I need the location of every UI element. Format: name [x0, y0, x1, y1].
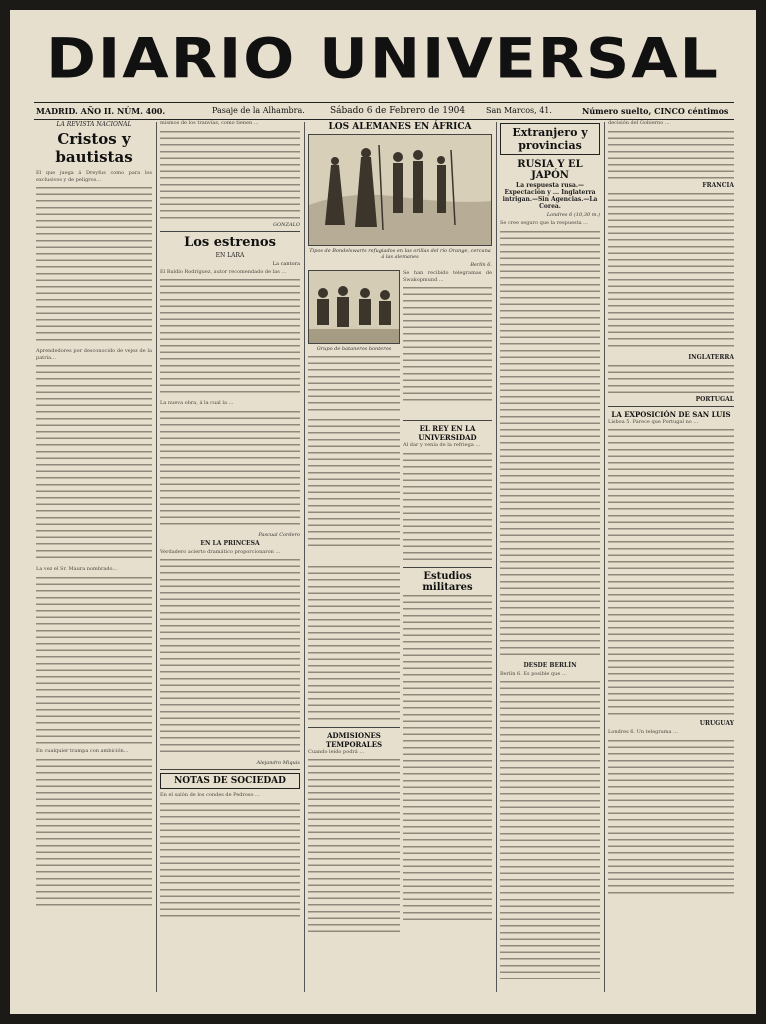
feature-title: LOS ALEMANES EN ÁFRICA: [328, 122, 472, 132]
article-body-text: [403, 285, 492, 403]
article-body-text: [608, 129, 734, 179]
article-paragraph: Al dar y venía de la refriega ...: [403, 442, 481, 448]
article-body-text: [608, 191, 734, 351]
article-signature: Alejandro Miquis: [256, 760, 300, 767]
divider: [608, 406, 734, 407]
article-body-text: [160, 409, 300, 529]
column-rule: [496, 122, 497, 992]
article-signature: GONZALO: [273, 221, 300, 228]
article-body-text: [36, 185, 152, 345]
article-subtitle: La respuesta rusa.—Expectación y ... Inglaterra intrigan.—Sin Agencias.—La Corea.: [502, 182, 598, 210]
article-body-text: [308, 564, 400, 724]
section-subtitle: EN LA PRINCESA: [200, 539, 260, 547]
article-paragraph: mismos de los tranvías, como tienen ...: [160, 120, 259, 126]
column-3: [308, 120, 492, 1000]
column-2: [160, 120, 300, 1000]
issue-location: MADRID. AÑO II. NÚM. 400.: [36, 106, 166, 116]
article-body-text: [308, 354, 400, 414]
issue-date: Sábado 6 de Febrero de 1904: [330, 106, 466, 116]
article-body-text: [160, 129, 300, 219]
article-paragraph: El Baldío Rodríguez, autor recomendado de las ...: [160, 268, 287, 275]
section-title: ADMISIONES TEMPORALES: [325, 730, 383, 749]
divider: [403, 420, 492, 421]
dateline: Londres 6 (10,30 m.): [546, 212, 600, 218]
article-paragraph: En cualquier trampa con ambición...: [36, 747, 129, 754]
article-title: RUSIA Y EL JAPÓN: [517, 159, 583, 181]
section-subtitle: DESDE BERLÍN: [523, 661, 577, 669]
article-paragraph: El que juega á Dreyfus como para los exclusivos y de peligros...: [36, 170, 152, 183]
divider: [308, 727, 400, 728]
play-title: La cantora: [272, 260, 300, 267]
article-body-text: [160, 277, 300, 397]
article-body-text: [403, 451, 492, 561]
article-paragraph: Se han recibido telegramas de Swakopmund ...: [403, 270, 492, 283]
article-body-text: [608, 738, 734, 898]
article-body-text: [608, 363, 734, 393]
column-1: [36, 120, 152, 1000]
column-rule: [604, 122, 605, 992]
section-title: NOTAS DE SOCIEDAD: [160, 773, 300, 789]
article-paragraph: La nueva obra, á la cual la ...: [160, 400, 234, 407]
street-address: San Marcos, 41.: [486, 106, 552, 115]
newspaper-page: [10, 10, 756, 1014]
section-kicker: LA REVISTA NACIONAL: [56, 121, 132, 128]
article-paragraph: Se cree seguro que la respuesta ...: [500, 220, 588, 226]
article-body-text: [403, 593, 492, 923]
article-body-text: [36, 757, 152, 907]
dateline: Berlín 6.: [470, 262, 492, 268]
divider: [403, 567, 492, 568]
section-title: EL REY EN LA UNIVERSIDAD: [418, 424, 477, 442]
illustration-warriors: [308, 134, 492, 246]
article-paragraph: En el salón de los condes de Pedroso ...: [160, 792, 260, 799]
country-heading: URUGUAY: [699, 720, 734, 728]
country-heading: INGLATERRA: [688, 353, 734, 361]
illustration-caption: Grupo de bataneros bonteros: [316, 346, 392, 352]
column-5: [608, 120, 734, 1000]
masthead-info-bar: [34, 102, 734, 120]
section-title: LA EXPOSICIÓN DE SAN LUIS: [611, 409, 731, 419]
article-body-text: [36, 363, 152, 563]
article-paragraph: Cuando leído podrá ...: [308, 748, 365, 755]
article-body-text: [36, 575, 152, 745]
section-title: Los estrenos: [184, 234, 276, 250]
article-title: Cristos y bautistas: [55, 130, 133, 166]
article-paragraph: Verdadero acierto dramático proporcionaron ...: [160, 548, 281, 555]
section-subtitle: EN LARA: [215, 251, 245, 259]
column-rule: [156, 122, 157, 992]
column-4: [500, 120, 600, 1000]
illustration-group: [308, 270, 400, 344]
divider: [160, 231, 300, 232]
article-paragraph: Lisboa 5. Parece que Portugal no ...: [608, 418, 699, 425]
country-heading: FRANCIA: [702, 181, 734, 189]
article-paragraph: Aprendedores por desconocido de vejez de la patria...: [36, 348, 152, 361]
article-paragraph: La vez el Sr. Maura nombrado...: [36, 566, 118, 573]
section-title: Extranjero y provincias: [500, 123, 600, 155]
section-title: Estudios militares: [422, 570, 473, 593]
column-rule: [304, 122, 305, 992]
article-body-text: [308, 417, 400, 547]
article-body-text: [500, 679, 600, 979]
article-body-text: [160, 801, 300, 921]
article-body-text: [160, 557, 300, 757]
masthead-title: DIARIO UNIVERSAL: [46, 26, 720, 92]
article-paragraph: Londres 6. Un telegrama ...: [608, 729, 678, 736]
article-body-text: [608, 427, 734, 717]
office-address: Pasaje de la Alhambra.: [212, 106, 305, 115]
article-signature: Pascual Cordero: [258, 531, 300, 538]
article-body-text: [500, 229, 600, 659]
article-body-text: [308, 757, 400, 937]
article-paragraph: decisión del Gobierno ...: [608, 120, 670, 126]
article-paragraph: Berlín 6. Es posible que ...: [500, 670, 567, 677]
country-heading: PORTUGAL: [695, 395, 734, 403]
divider: [160, 769, 300, 770]
issue-price: Número suelto, CINCO céntimos: [582, 106, 729, 116]
illustration-caption: Tipos de Bondelswarts refugiados en las orillas del río Orange, cercana á las alemanes: [309, 248, 491, 260]
